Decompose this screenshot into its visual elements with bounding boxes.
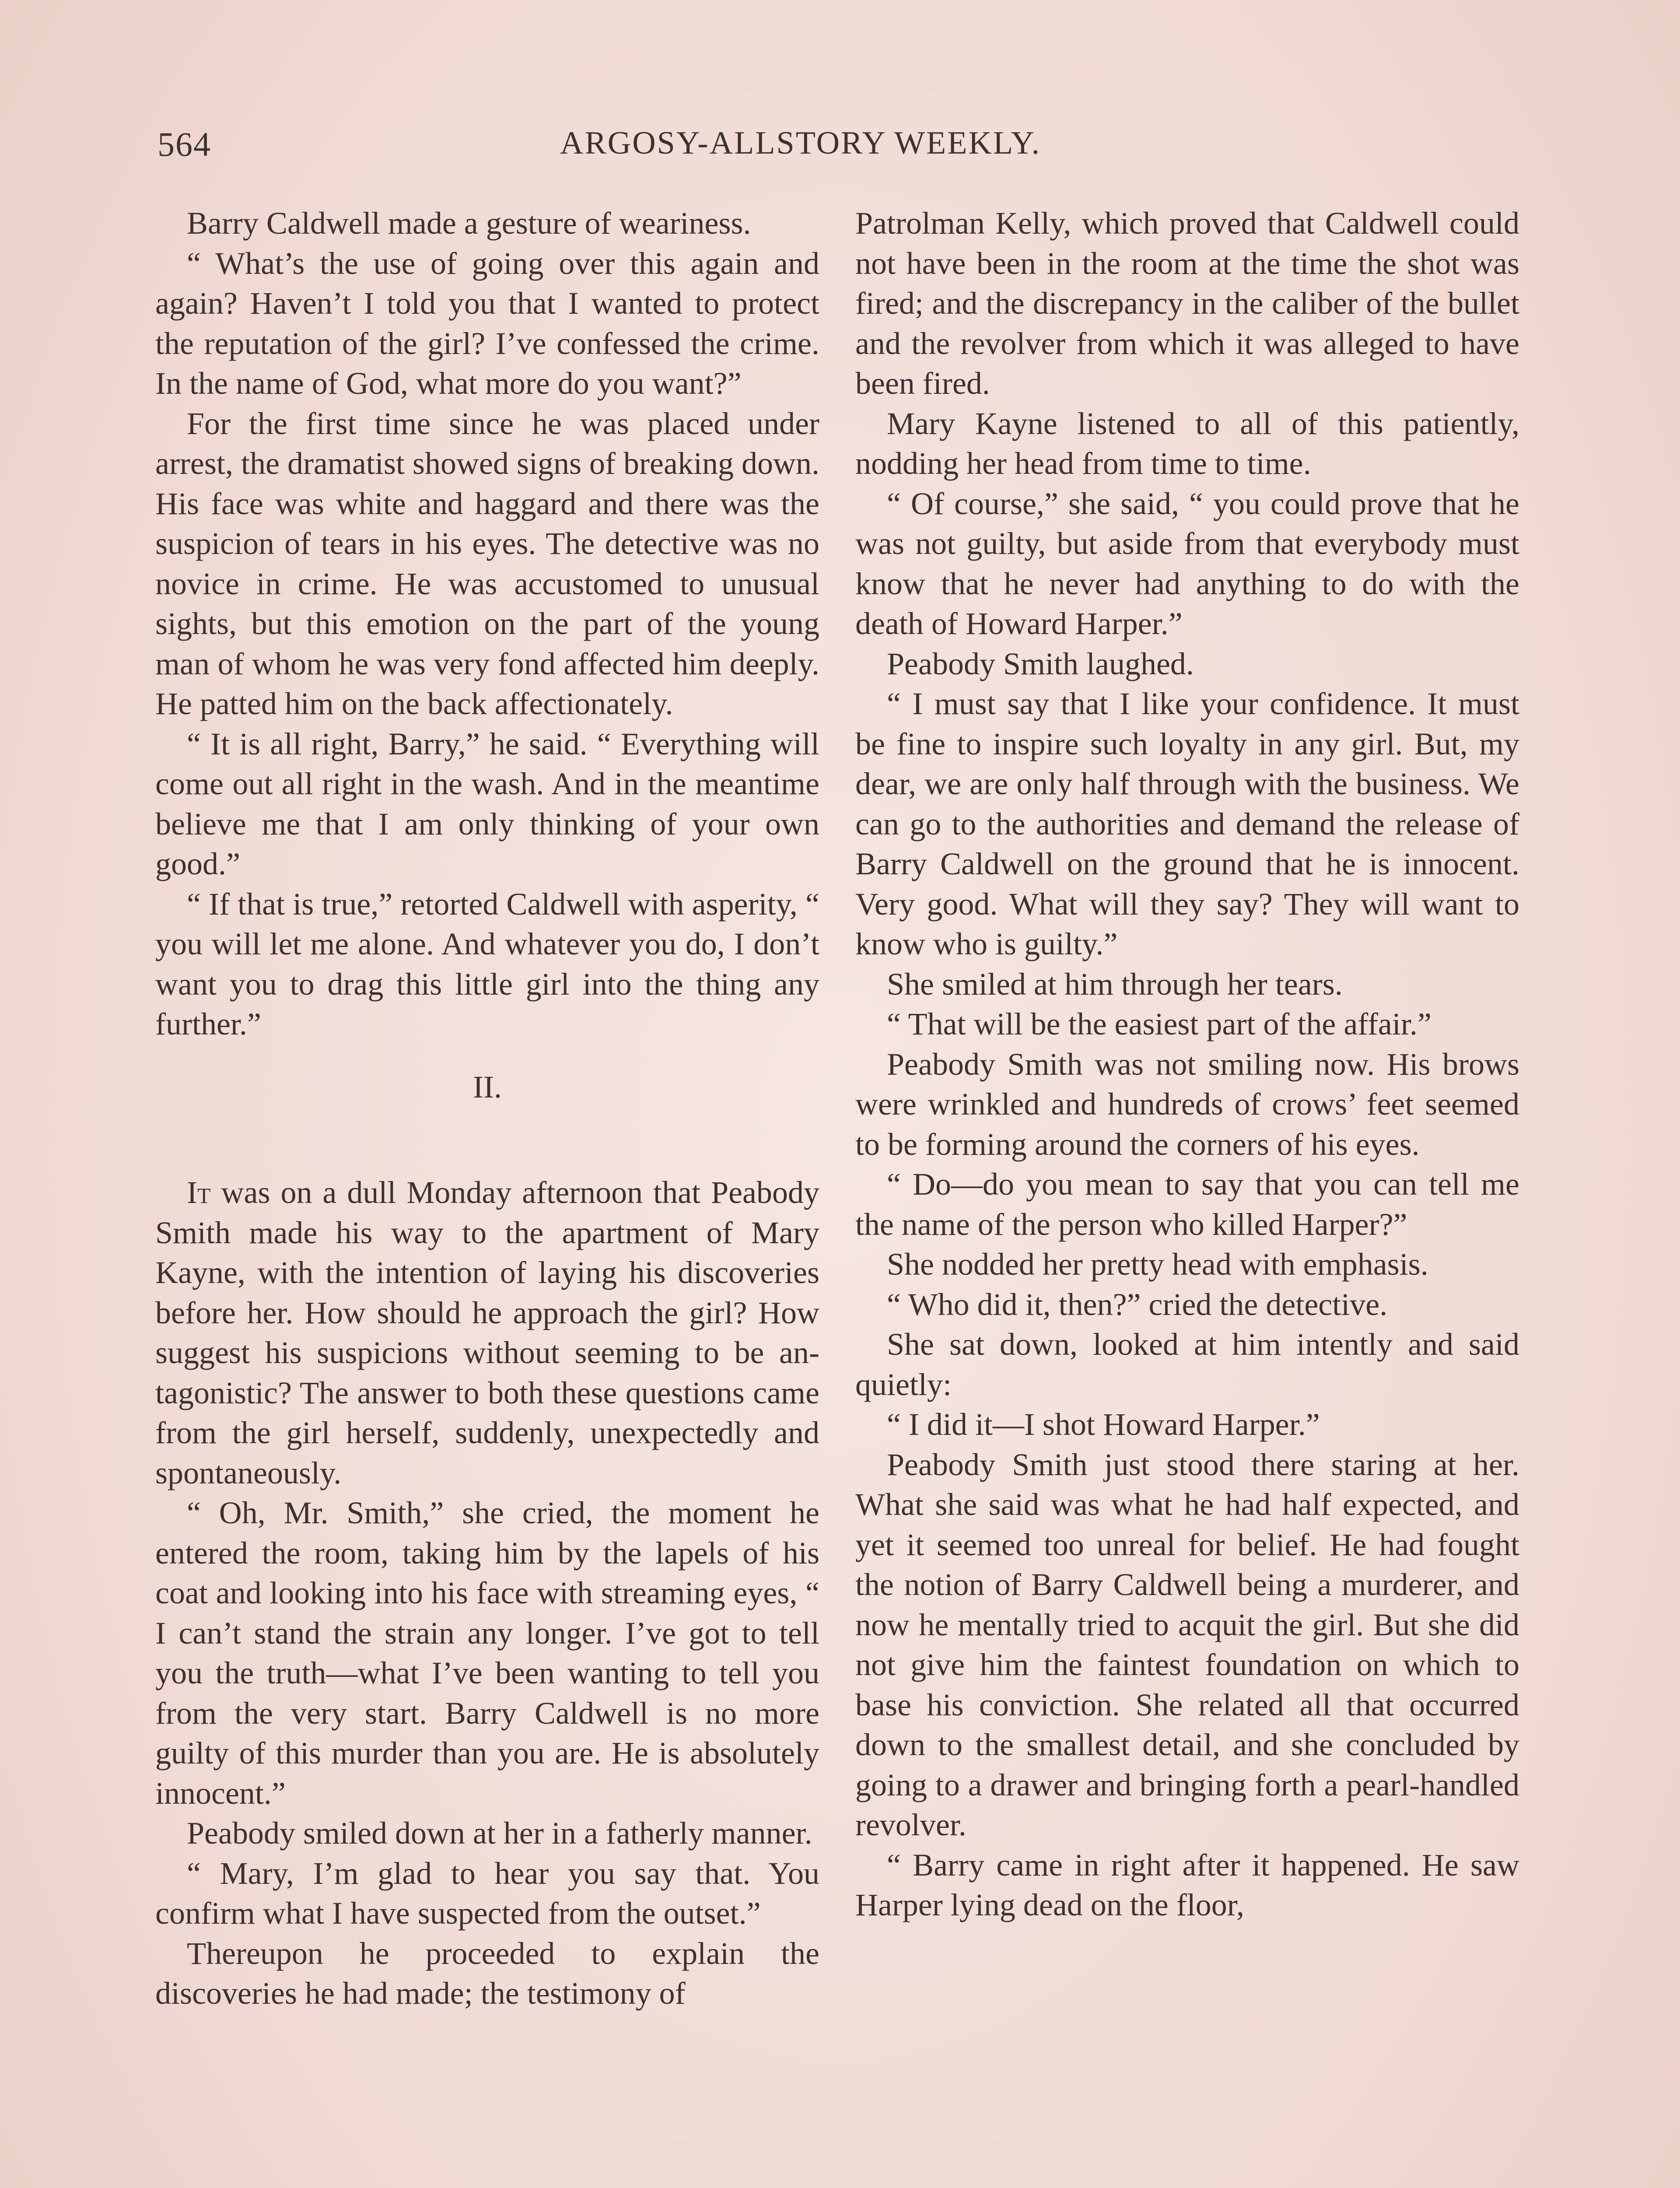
- paragraph: Peabody Smith just stood there staring at her. What she said was what he had half expected, and yet it seemed too unreal for belief. He had fought the notion of Barry Caldwell being a murderer, and now he mentally tried to acquit the girl. But she did not give him the faintest foundation on which to base his conviction. She related all that occurred down to the smallest detail, and she concluded by going to a drawer and bringing forth a pearl-handled revolver.: [855, 1447, 1519, 1842]
- paragraph: “ It is all right, Barry,” he said. “ Everything will come out all right in the wash. And in the meantime believe me that I am only thinking of your own good.”: [155, 726, 819, 881]
- paragraph: “ That will be the easiest part of the affair.”: [887, 1006, 1432, 1041]
- paragraph: Peabody Smith was not smiling now. His brows were wrinkled and hundreds of crows’ feet seemed to be forming around the corners of his eyes.: [855, 1046, 1519, 1162]
- paragraph: “ Of course,” she said, “ you could prove that he was not guilty, but aside from that everybody must know that he never had anything to do with the death of Howard Harper.”: [855, 486, 1519, 641]
- paragraph: Barry Caldwell made a gesture of weariness.: [187, 206, 751, 241]
- paragraph: “ If that is true,” retorted Caldwell with asperity, “ you will let me alone. And whatever you do, I don’t want you to drag this little girl into the thing any further.”: [155, 886, 819, 1041]
- paragraph: She nodded her pretty head with emphasis.: [887, 1247, 1428, 1282]
- paragraph: “ I did it—I shot Howard Harper.”: [887, 1407, 1320, 1442]
- section-heading: II.: [473, 1069, 502, 1105]
- paragraph: Peabody smiled down at her in a fatherly manner.: [187, 1816, 812, 1851]
- left-column: [155, 203, 819, 2014]
- paragraph: [155, 1173, 819, 1493]
- paragraph: “ Mary, I’m glad to hear you say that. You confirm what I have suspected from the outset.”: [155, 1855, 819, 1931]
- paragraph: Thereupon he proceeded to explain the discoveries he had made; the testimony of: [155, 1936, 819, 2011]
- paragraph: “ What’s the use of going over this again and again? Haven’t I told you that I wanted to protect the reputation of the girl? I’ve confessed the crime. In the name of God, what more do you want?”: [155, 245, 819, 401]
- paragraph: “ Do—do you mean to say that you can tell me the name of the person who killed Harper?”: [855, 1167, 1519, 1242]
- page-number: 564: [158, 125, 211, 163]
- paragraph: Patrolman Kelly, which proved that Caldwell could not have been in the room at the time the shot was fired; and the discrepancy in the caliber of the bullet and the revolver from which it was alleged to have been fired.: [855, 206, 1519, 401]
- paragraph: Peabody Smith laughed.: [887, 646, 1194, 681]
- paragraph: “ Oh, Mr. Smith,” she cried, the moment he entered the room, taking him by the lapels of his coat and looking into his face with streaming eyes, “ I can’t stand the strain any longer. I’ve got to tell you the truth—what I’ve been wanting to tell you from the very start. Barry Caldwell is no more guilty of this murder than you are. He is absolutely innocent.”: [155, 1495, 819, 1811]
- paragraph: She sat down, looked at him intently and said quietly:: [855, 1327, 1519, 1402]
- paragraph-text: was on a dull Monday afternoon that Peabody Smith made his way to the apartment of Mary Kayne, with the intention of laying his discoveries before her. How should he approach the girl? How suggest his suspicions without seeming to be antagonistic? The answer to both these questions came from the girl herself, suddenly, unexpectedly and spontaneously.: [155, 1175, 819, 1490]
- running-title: ARGOSY-ALLSTORY WEEKLY.: [560, 125, 1041, 161]
- paragraph: For the first time since he was placed under arrest, the dramatist showed signs of breaking down. His face was white and haggard and there was the suspicion of tears in his eyes. The detective was no novice in crime. He was accustomed to unusual sights, but this emotion on the part of the young man of whom he was very fond affected him deeply. He patted him on the back affectionately.: [155, 406, 819, 721]
- page-header: [158, 125, 1120, 177]
- paragraph: Mary Kayne listened to all of this patiently, nodding her head from time to time.: [855, 406, 1519, 481]
- drop-cap: It: [187, 1175, 211, 1210]
- paragraph: “ I must say that I like your confidence. It must be fine to inspire such loyalty in any girl. But, my dear, we are only half through with the business. We can go to the authorities and demand the release of Barry Caldwell on the ground that he is innocent. Very good. What will they say? They will want to know who is guilty.”: [855, 686, 1519, 961]
- paragraph: “ Barry came in right after it happened. He saw Harper lying dead on the floor,: [855, 1847, 1519, 1922]
- paragraph: “ Who did it, then?” cried the detective.: [887, 1287, 1388, 1322]
- paragraph: She smiled at him through her tears.: [887, 966, 1343, 1002]
- right-column: [855, 203, 1519, 1925]
